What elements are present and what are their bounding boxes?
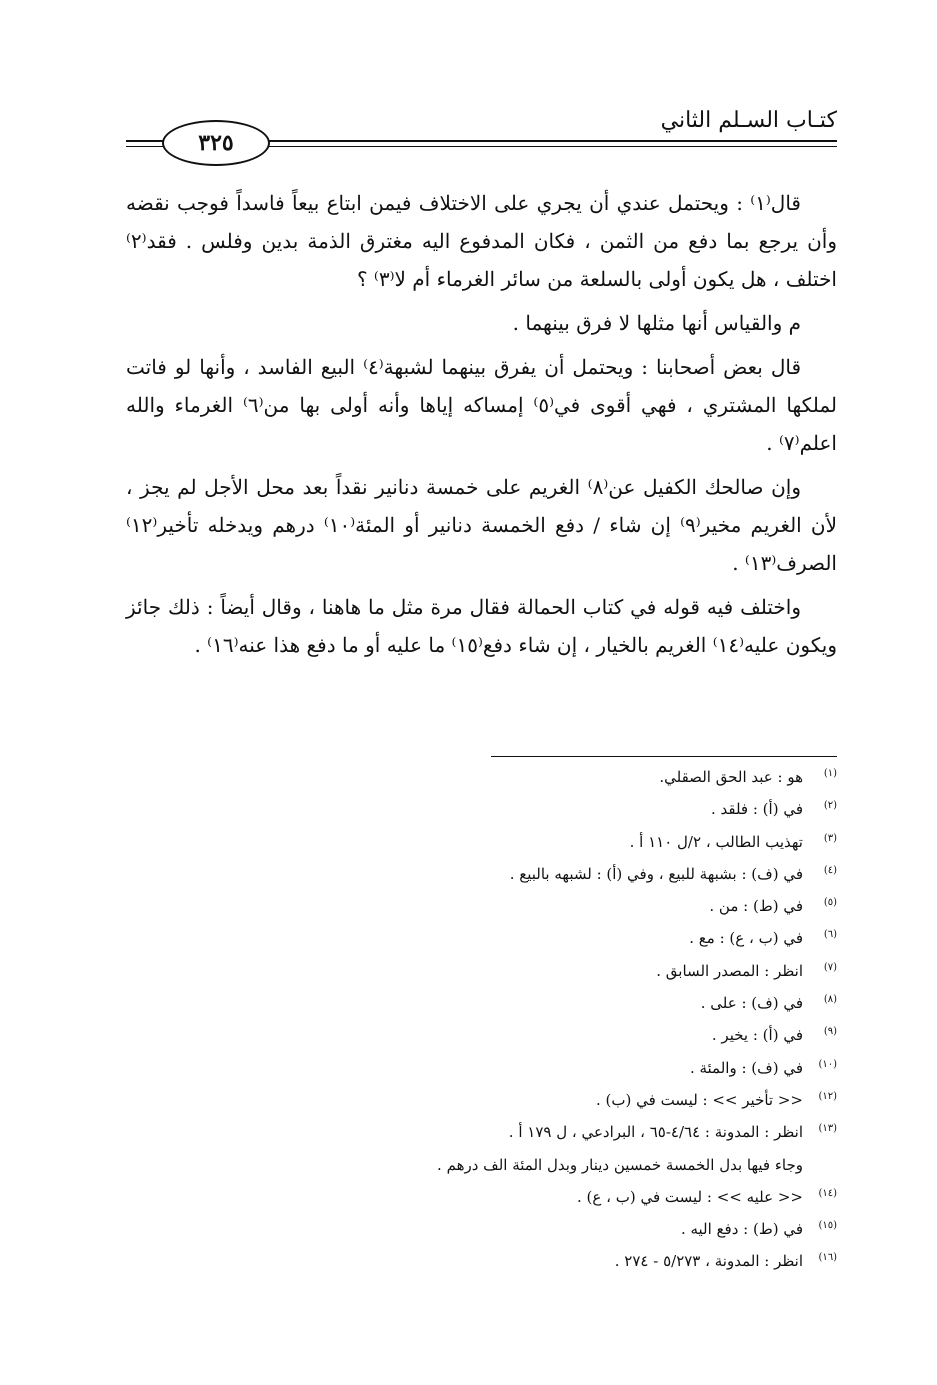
footnote-number: (٦) [823,929,837,941]
footnote-text: تهذيب الطالب ، ٢/ل ١١٠ أ . [629,832,803,851]
footnote [117,1188,837,1220]
paragraph-1: قال⁽١⁾ : ويحتمل عندي أن يجري على الاختلاف فيمن ابتاع بيعاً فاسداً فوجب نقضه وأن يرجع بما دفع من الثمن ، فكان المدفوع اليه مغترق الذمة بدين وفلس . فقد⁽٢⁾ اختلف ، هل يكون أولى بالسلعة من سائر الغرماء أم لا⁽٣⁾ ؟ [126,191,837,291]
footnote-number: (١٤) [818,1187,837,1199]
footnote [117,1220,837,1252]
footnote-text: انظر : المدونة : ٤/٦٤-٦٥ ، البرادعي ، ل ١٧٩ أ . [508,1123,803,1142]
footnote [117,833,837,865]
footnote-number: (١٥) [818,1220,837,1232]
paragraph-3: قال بعض أصحابنا : ويحتمل أن يفرق بينهما لشبهة⁽٤⁾ البيع الفاسد ، وأنها لو فاتت لملكها المشتري ، فهي أقوى في⁽٥⁾ إمساكه إياها وأنه أولى بها من⁽٦⁾ الغرماء والله اعلم⁽٧⁾ . [126,355,838,455]
footnote-number: (١٣) [818,1123,837,1135]
footnote-continuation [117,1156,837,1188]
footnote-text: في (أ) : فلقد . [710,800,803,819]
footnote-number: (٣) [823,832,837,844]
footnote-text: في (أ) : يخير . [711,1026,803,1045]
footnote-text: << تأخير >> : ليست في (ب) . [596,1090,803,1109]
footnote [117,1091,837,1123]
footnote [117,897,837,929]
footnote-number: (١) [823,768,837,779]
footnote-number: (٥) [823,897,837,909]
footnote-number: (٩) [823,1026,837,1038]
footnote-number: (٨) [823,994,837,1006]
page-number-badge [162,120,270,166]
footnote-text: وجاء فيها بدل الخمسة خمسين دينار وبدل المئة الف درهم . [437,1155,803,1174]
paragraph-4: وإن صالحك الكفيل عن⁽٨⁾ الغريم على خمسة دنانير نقداً بعد محل الأجل لم يجز ، لأن الغريم مخير⁽٩⁾ إن شاء / دفع الخمسة دنانير أو المئة⁽١٠⁾ درهم ويدخله تأخير⁽١٢⁾ الصرف⁽١٣⁾ . [126,475,838,575]
footnote [117,1026,837,1058]
footnote [117,962,837,994]
footnote [117,994,837,1026]
footnote-text: في (ف) : على . [700,994,803,1013]
footnote-number: (٧) [823,961,837,973]
paragraph-5: واختلف فيه قوله في كتاب الحمالة فقال مرة مثل ما هاهنا ، وقال أيضاً : ذلك جائز ويكون عليه⁽١٤⁾ الغريم بالخيار ، إن شاء دفع⁽١٥⁾ ما عليه أو ما دفع هذا عنه⁽١٦⁾ . [126,595,837,657]
footnote [117,768,837,800]
paragraph-2: م والقياس أنها مثلها لا فرق بينهما . [512,311,801,335]
footnote-number: (١٦) [818,1252,837,1264]
footnote-number: (٢) [823,800,837,812]
footnote-text: انظر : المصدر السابق . [656,961,803,980]
footnote-text: هو : عبد الحق الصقلي. [659,768,803,786]
page-number: ٣٢٥ [198,130,234,156]
footnote-text: في (ف) : والمئة . [689,1058,803,1077]
footnote [117,800,837,832]
footnote-text: انظر : المدونة ، ٥/٢٧٣ - ٢٧٤ . [614,1252,803,1271]
main-text [126,184,837,670]
footnote-separator [491,756,837,757]
running-title: كتـاب السـلم الثاني [660,108,837,133]
footnote-number: (٤) [823,864,837,876]
footnote [117,865,837,897]
footnote-text: في (ط) : من . [709,897,803,916]
footnote-number: (١٢) [818,1090,837,1102]
footnote [117,929,837,961]
footnote [117,1252,837,1284]
footnote [117,1059,837,1091]
footnote [117,1123,837,1155]
footnote-number: (١٠) [818,1058,837,1070]
footnote-text: << عليه >> : ليست في (ب ، ع) . [577,1187,803,1206]
footnote-text: في (ط) : دفع اليه . [680,1220,803,1239]
footnote-text: في (ف) : بشبهة للبيع ، وفي (أ) : لشبهه بالبيع . [509,864,803,883]
footnotes [117,768,837,1285]
footnote-text: في (ب ، ع) : مع . [689,929,803,948]
